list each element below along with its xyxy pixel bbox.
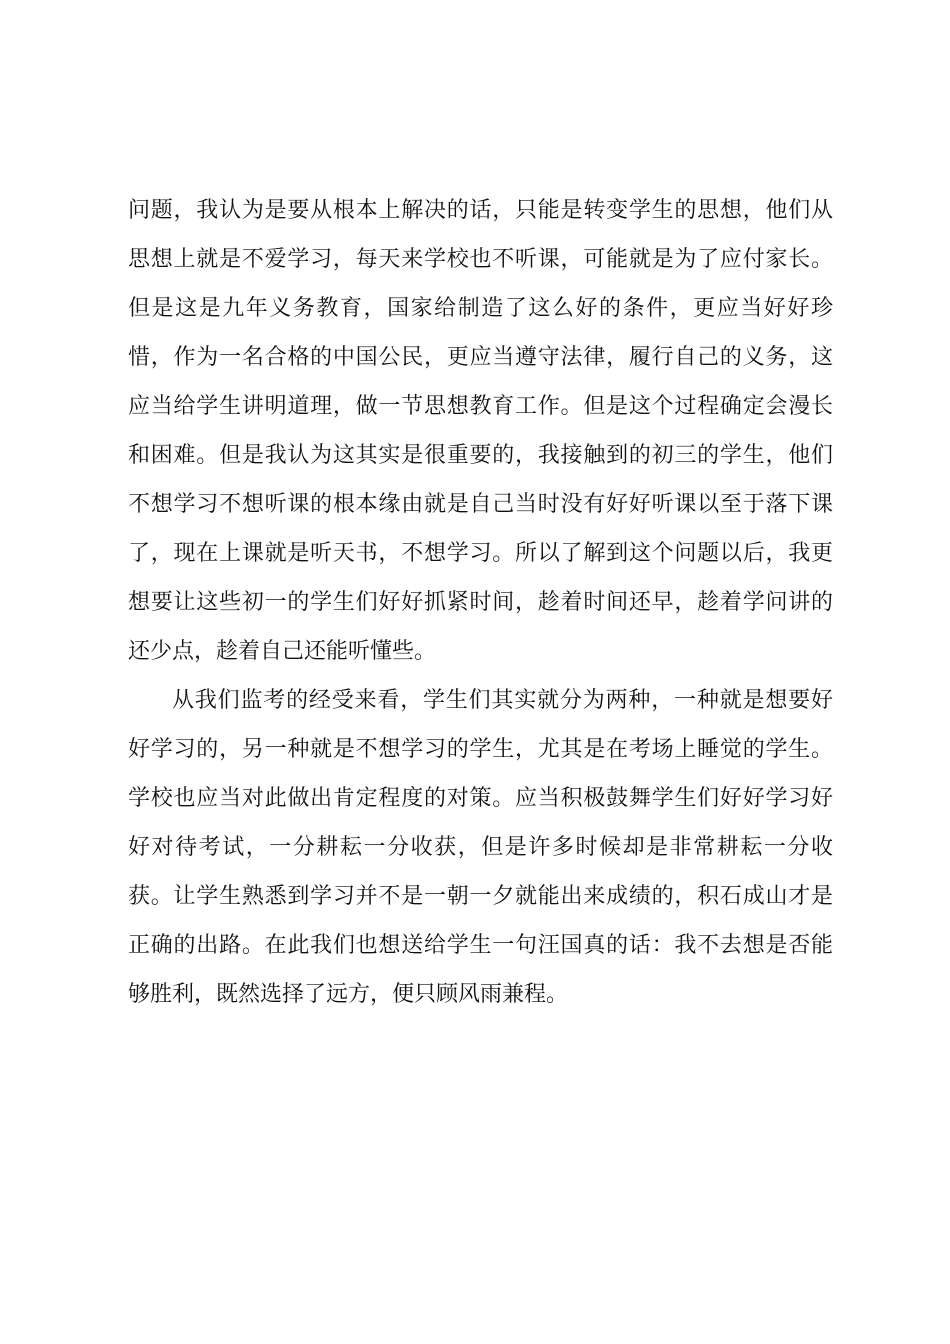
text-line: 思想上就是不爱学习，每天来学校也不听课，可能就是为了应付家长。 xyxy=(128,247,833,272)
paragraph-1 xyxy=(128,186,833,676)
text-line: 不想学习不想听课的根本缘由就是自己当时没有好好听课以至于落下课 xyxy=(128,492,833,517)
text-line: 应当给学生讲明道理，做一节思想教育工作。但是这个过程确定会漫长 xyxy=(128,394,833,419)
text-line: 和困难。但是我认为这其实是很重要的，我接触到的初三的学生，他们 xyxy=(128,443,833,468)
text-line: 好对待考试，一分耕耘一分收获，但是许多时候却是非常耕耘一分收 xyxy=(128,835,833,860)
text-line: 惜，作为一名合格的中国公民，更应当遵守法律，履行自己的义务，这 xyxy=(128,345,833,370)
text-line: 好学习的，另一种就是不想学习的学生，尤其是在考场上睡觉的学生。 xyxy=(128,737,833,762)
text-line: 想要让这些初一的学生们好好抓紧时间，趁着时间还早，趁着学问讲的 xyxy=(128,590,833,615)
body-text xyxy=(128,186,833,1019)
text-line: 问题，我认为是要从根本上解决的话，只能是转变学生的思想，他们从 xyxy=(128,198,833,223)
text-line: 但是这是九年义务教育，国家给制造了这么好的条件，更应当好好珍 xyxy=(128,296,833,321)
text-line: 够胜利，既然选择了远方，便只顾风雨兼程。 xyxy=(128,982,569,1007)
paragraph-2 xyxy=(128,676,833,1019)
text-line: 从我们监考的经受来看，学生们其实就分为两种，一种就是想要好 xyxy=(172,688,833,713)
text-line: 还少点，趁着自己还能听懂些。 xyxy=(128,639,437,664)
text-line: 获。让学生熟悉到学习并不是一朝一夕就能出来成绩的，积石成山才是 xyxy=(128,884,833,909)
text-line: 了，现在上课就是听天书，不想学习。所以了解到这个问题以后，我更 xyxy=(128,541,833,566)
text-line: 学校也应当对此做出肯定程度的对策。应当积极鼓舞学生们好好学习好 xyxy=(128,786,833,811)
text-line: 正确的出路。在此我们也想送给学生一句汪国真的话：我不去想是否能 xyxy=(128,933,833,958)
